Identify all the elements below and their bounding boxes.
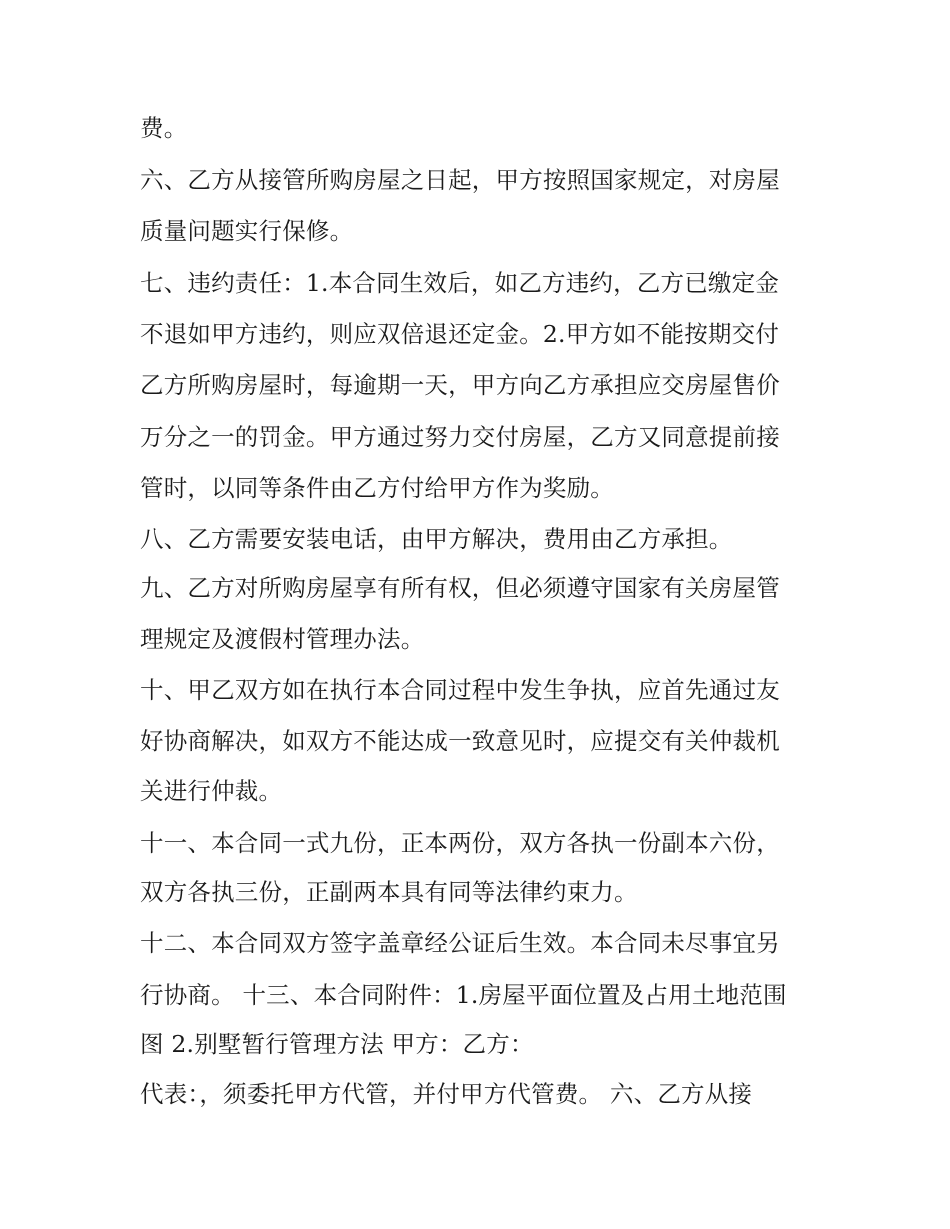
text-line: 代表：，须委托甲方代管，并付甲方代管费。 六、乙方从接 [140, 1080, 753, 1108]
text-line: 双方各执三份，正副两本具有同等法律约束力。 [140, 878, 638, 906]
text-line: 好协商解决，如双方不能达成一致意见时，应提交有关仲裁机 [140, 727, 780, 755]
text-line: 图 2.别墅暂行管理方法 甲方：乙方： [140, 1030, 534, 1058]
text-line: 十一、本合同一式九份，正本两份，双方各执一份副本六份， [140, 829, 780, 857]
text-line: 八、乙方需要安装电话，由甲方解决，费用由乙方承担。 [140, 525, 733, 553]
text-line: 不退如甲方违约，则应双倍退还定金。2.甲方如不能按期交付 [140, 320, 780, 348]
text-line: 万分之一的罚金。甲方通过努力交付房屋，乙方又同意提前接 [140, 423, 780, 451]
text-line: 质量问题实行保修。 [140, 217, 354, 245]
text-line: 费。 [140, 114, 188, 142]
text-line: 九、乙方对所购房屋享有所有权，但必须遵守国家有关房屋管 [140, 574, 780, 602]
text-line: 七、违约责任：1.本合同生效后，如乙方违约，乙方已缴定金 [140, 269, 780, 297]
text-line: 理规定及渡假村管理办法。 [140, 625, 425, 653]
text-line: 十二、本合同双方签字盖章经公证后生效。本合同未尽事宜另 [140, 929, 780, 957]
text-line: 关进行仲裁。 [140, 777, 283, 805]
text-line: 乙方所购房屋时，每逾期一天，甲方向乙方承担应交房屋售价 [140, 371, 780, 399]
text-line: 六、乙方从接管所购房屋之日起，甲方按照国家规定，对房屋 [140, 166, 780, 194]
text-line: 十、甲乙双方如在执行本合同过程中发生争执，应首先通过友 [140, 676, 780, 704]
text-line: 行协商。 十三、本合同附件：1.房屋平面位置及占用土地范围 [140, 981, 787, 1009]
text-line: 管时，以同等条件由乙方付给甲方作为奖励。 [140, 474, 614, 502]
